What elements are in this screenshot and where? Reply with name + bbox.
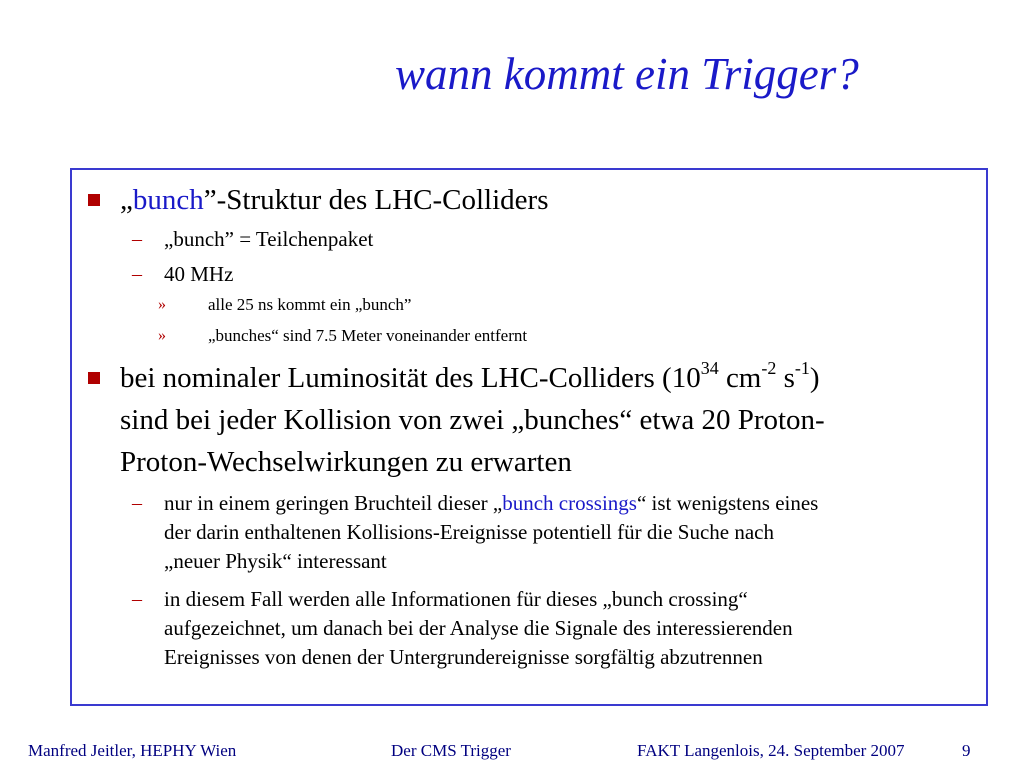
- sub-bullet-bunch-crossings-line-3: „neuer Physik“ interessant: [164, 549, 387, 573]
- guillemet-marker: »: [158, 327, 166, 344]
- dash-marker: –: [132, 263, 142, 285]
- sub-bullet-40mhz: 40 MHz: [164, 262, 234, 286]
- subsub-bullet-7-5-meter: „bunches“ sind 7.5 Meter voneinander entfernt: [208, 326, 528, 345]
- bullet-bunch-structure: „bunch”-Struktur des LHC-Colliders: [120, 184, 549, 216]
- footer-event: FAKT Langenlois, 24. September 2007: [637, 741, 905, 760]
- page-number: 9: [962, 741, 971, 760]
- bullet-square-icon: [88, 194, 100, 206]
- dash-marker: –: [132, 492, 142, 514]
- bullet-luminosity-line-3: Proton-Wechselwirkungen zu erwarten: [120, 446, 572, 478]
- footer-author: Manfred Jeitler, HEPHY Wien: [28, 741, 237, 760]
- footer-center: Der CMS Trigger: [391, 741, 511, 760]
- slide-title: wann kommt ein Trigger?: [395, 49, 859, 99]
- dash-marker: –: [132, 228, 142, 250]
- dash-marker: –: [132, 588, 142, 610]
- guillemet-marker: »: [158, 296, 166, 313]
- content-box: [70, 168, 988, 706]
- sub-bullet-informationen-line-3: Ereignisses von denen der Untergrundereignisse sorgfältig abzutrennen: [164, 645, 763, 669]
- bunch-crossings-highlight: bunch crossings: [502, 491, 637, 515]
- bullet-luminosity-line-1: bei nominaler Luminosität des LHC-Colliders ($10^{34}$ $cm^{-2}$ $s^{-1}$): [120, 358, 820, 394]
- sub-bullet-bunch-crossings-line-2: der darin enthaltenen Kollisions-Ereignisse potentiell für die Suche nach: [164, 520, 774, 544]
- subsub-bullet-25ns: alle 25 ns kommt ein „bunch”: [208, 295, 412, 314]
- bullet-luminosity-line-2: sind bei jeder Kollision von zwei „bunches“ etwa 20 Proton-: [120, 404, 825, 436]
- bullet-square-icon: [88, 372, 100, 384]
- sub-bullet-teilchenpaket: „bunch” = Teilchenpaket: [164, 227, 374, 251]
- sub-bullet-bunch-crossings-line-1: nur in einem geringen Bruchteil dieser „bunch crossings“ ist wenigstens eines: [164, 491, 819, 515]
- bunch-highlight: bunch: [132, 184, 204, 216]
- sub-bullet-informationen-line-2: aufgezeichnet, um danach bei der Analyse die Signale des interessierenden: [164, 616, 793, 640]
- sub-bullet-informationen-line-1: in diesem Fall werden alle Informationen für dieses „bunch crossing“: [164, 587, 748, 611]
